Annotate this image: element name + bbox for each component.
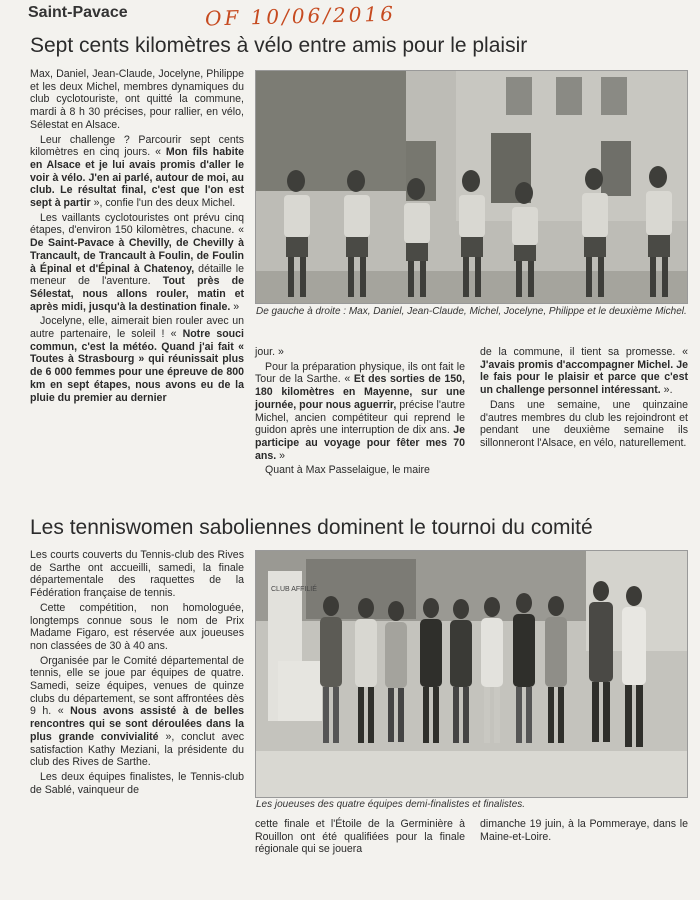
tennis-players-photo <box>255 550 688 798</box>
article-2-headline: Les tenniswomen saboliennes dominent le tournoi du comité <box>30 516 593 539</box>
article-1-column-3 <box>480 346 688 452</box>
cyclists-photo <box>255 70 688 304</box>
article-2-column-2 <box>255 818 465 858</box>
article-1-column-1 <box>30 68 244 406</box>
cyclists-photo-illustration <box>256 71 687 303</box>
article-1-column-2 <box>255 346 465 479</box>
photo-caption: De gauche à droite : Max, Daniel, Jean-Claude, Michel, Jocelyne, Philippe et le deuxième Michel. <box>256 306 687 317</box>
section-heading: Saint-Pavace <box>28 4 128 21</box>
article-2-column-1 <box>30 549 244 798</box>
article-2-column-3 <box>480 818 688 845</box>
article-1-headline: Sept cents kilomètres à vélo entre amis pour le plaisir <box>30 34 528 57</box>
paragraph: Leur challenge ? Parcourir sept cents kilomètres en cinq jours. « Mon fils habite en Alsace et je lui avais promis d'aller le voir à vélo. J'en ai parlé, autour de moi, au club. Le résultat final, c'est que l'on est sept à partir », confie l'un des deux Michel. <box>30 133 244 210</box>
paragraph: Max, Daniel, Jean-Claude, Jocelyne, Philippe et les deux Michel, membres dynamiques du club cyclotouriste, ont quitté la commune, mardi à 8 h 30 précises, pour rallier, en vélo, Sélestat en Alsace. <box>30 68 244 131</box>
paragraph: Pour la préparation physique, ils ont fait le Tour de la Sarthe. « Et des sorties de 150, 180 kilomètres en Mayenne, sur une journée, pour nous aguerrir, précise l'autre Michel, ancien compétiteur qui reprend le guidon après une interruption de dix ans. Je participe au voyage pour fêter mes 70 ans. » <box>255 360 465 462</box>
club-sign-text: CLUB AFFILIÉ <box>271 586 317 593</box>
paragraph: Quant à Max Passelaigue, le maire <box>265 464 430 477</box>
photo-caption: Les joueuses des quatre équipes demi-finalistes et finalistes. <box>256 799 526 810</box>
paragraph: Les vaillants cyclotouristes ont prévu cinq étapes, d'environ 150 kilomètres, chacune. « De Saint-Pavace à Chevilly, de Chevilly à Trancault, de Trancault à Foulin, de Foulin à Épinal et d'Épinal à Chatenoy, détaille le meneur de l'aventure. Tout près de Sélestat, nous allons rouler, matin et après midi, jusqu'à la destination finale. » <box>30 211 245 313</box>
paragraph: jour. » <box>255 346 284 358</box>
paragraph: Les courts couverts du Tennis-club des Rives de Sarthe ont accueilli, samedi, la finale départementale des raquettes de la Fédération française de tennis. <box>30 549 244 600</box>
paragraph: Cette compétition, non homologuée, longtemps connue sous le nom de Prix Madame Figaro, est réservée aux joueuses non classées de 30 à 40 ans. <box>30 601 244 652</box>
handwritten-date-stamp: OF 10/06/2016 <box>204 1 397 31</box>
paragraph: Jocelyne, elle, aimerait bien rouler avec un autre partenaire, le soleil ! « Notre souci commun, c'est la météo. Quand j'ai fait « Toutes à Strasbourg » qui réunissait plus de 6 000 femmes pour une épreuve de 800 km en sept étapes, nous avons eu de la pluie du premier au dernier <box>30 315 244 404</box>
paragraph: dimanche 19 juin, à la Pommeraye, dans le Maine-et-Loire. <box>480 818 688 843</box>
paragraph: Les deux équipes finalistes, le Tennis-club de Sablé, vainqueur de <box>30 770 244 796</box>
paragraph: de la commune, il tient sa promesse. « J'avais promis d'accompagner Michel. Je le fais pour le plaisir et parce que c'est un challenge personnel intéressant. ». <box>480 346 688 397</box>
paragraph: Dans une semaine, une quinzaine d'autres membres du club les rejoindront et pendant une deuxième semaine ils sillonneront l'Alsace, en vélo, naturellement. <box>480 398 688 449</box>
paragraph: Organisée par le Comité départemental de tennis, elle se joue par équipes de quatre. Samedi, seize équipes, venues de quinze clubs du département, se sont affrontées dès 9 h. « Nous avons assisté à de belles rencontres qui se sont déroulées dans la plus grande convivialité », conclut avec satisfaction Kathy Meziani, la présidente du club des Rives de Sarthe. <box>30 654 245 769</box>
paragraph: cette finale et l'Étoile de la Germinière à Rouillon ont été qualifiées pour la finale régionale qui se jouera <box>255 818 465 856</box>
tennis-players-photo-illustration <box>256 551 687 797</box>
